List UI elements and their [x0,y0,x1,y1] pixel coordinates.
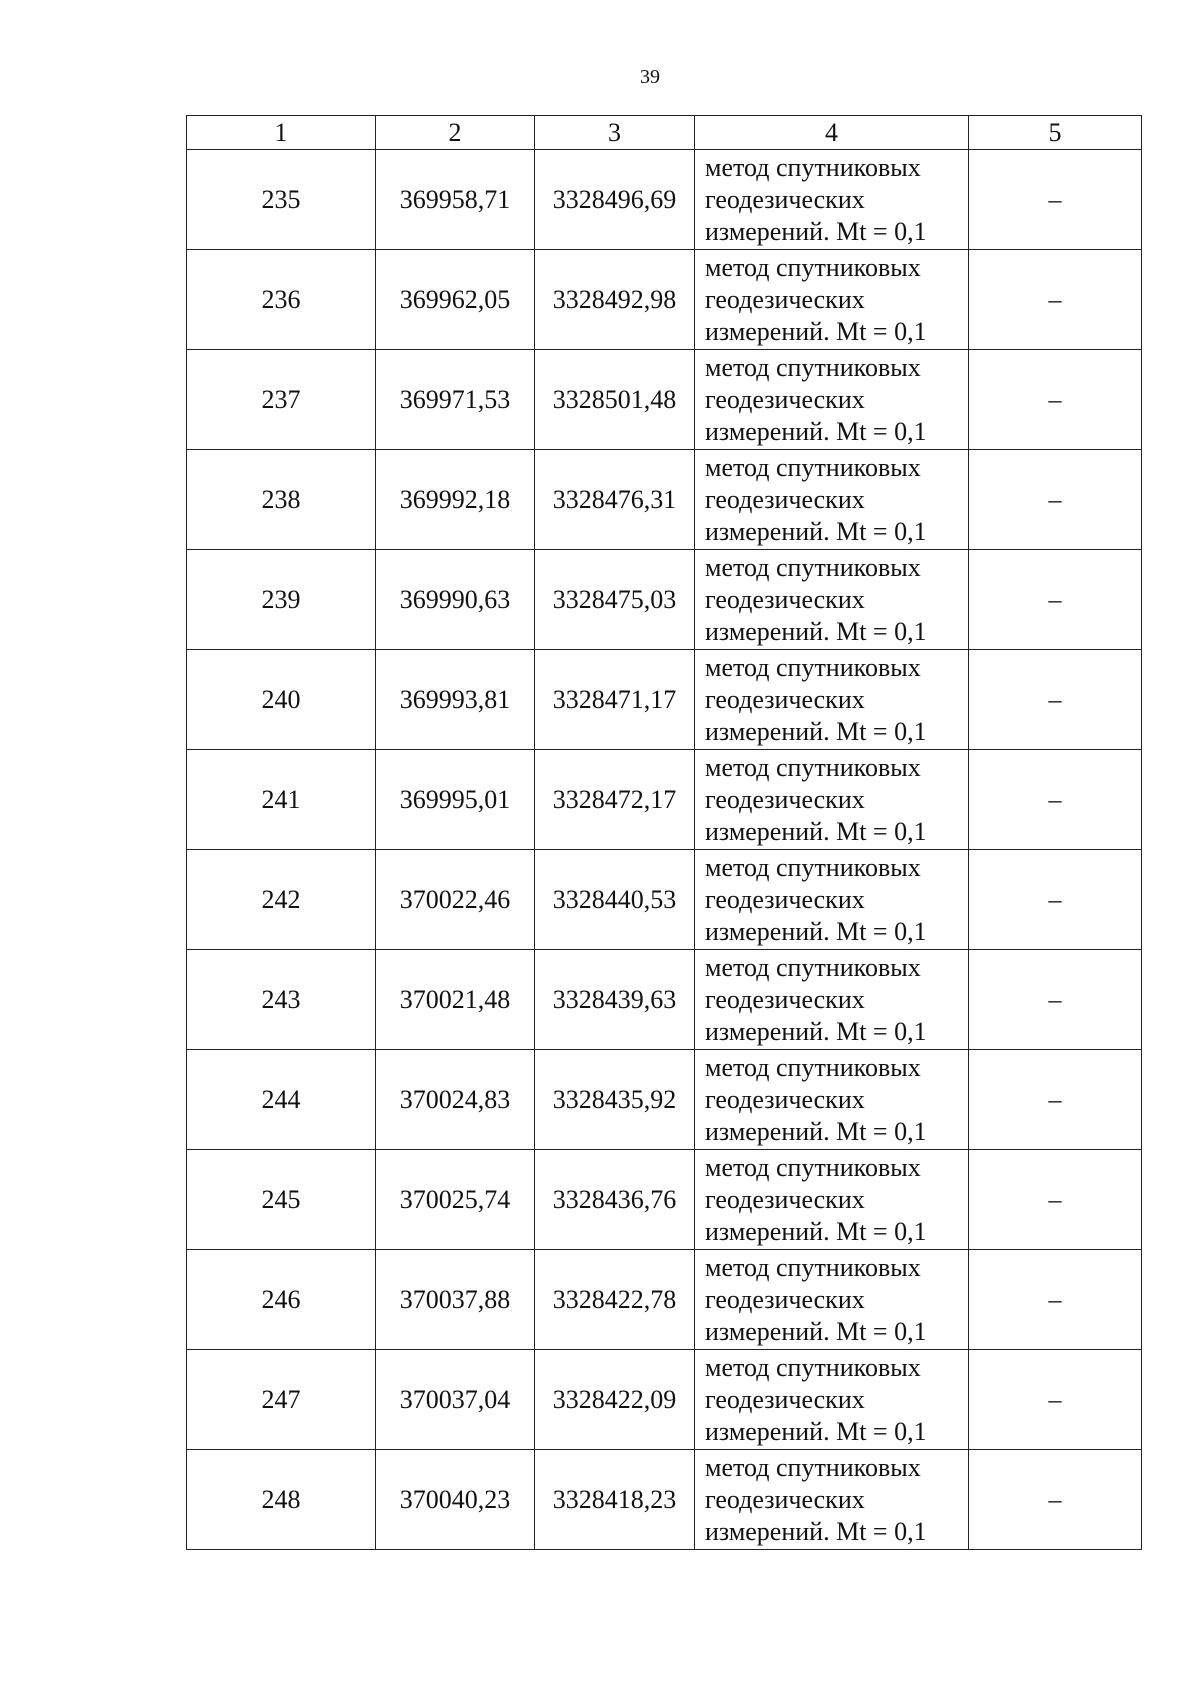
y-coordinate-cell: 3328475,03 [535,550,695,650]
table-row [187,1250,1142,1350]
y-coordinate-cell: 3328472,17 [535,750,695,850]
note-cell: – [969,450,1142,550]
method-text-line: геодезических [705,684,865,714]
method-text-line: геодезических [705,984,865,1014]
table-row [187,550,1142,650]
method-text-line: измерений. Mt = 0,1 [705,616,927,646]
y-coordinate-cell: 3328422,09 [535,1350,695,1450]
method-cell [695,150,969,250]
table-row [187,1350,1142,1450]
note-cell: – [969,950,1142,1050]
method-cell [695,1250,969,1350]
x-coordinate-cell: 370021,48 [376,950,535,1050]
note-cell: – [969,650,1142,750]
point-number-cell: 241 [187,750,376,850]
x-coordinate-cell: 369992,18 [376,450,535,550]
y-coordinate-cell: 3328501,48 [535,350,695,450]
method-cell [695,850,969,950]
method-text-line: метод спутниковых [705,852,921,882]
method-text-line: метод спутниковых [705,152,921,182]
x-coordinate-cell: 369962,05 [376,250,535,350]
method-text-line: геодезических [705,1184,865,1214]
point-number-cell: 240 [187,650,376,750]
method-cell [695,650,969,750]
point-number-cell: 236 [187,250,376,350]
table-row [187,1450,1142,1550]
page-number: 39 [640,66,660,88]
method-cell [695,350,969,450]
method-text-line: геодезических [705,1284,865,1314]
coordinates-table [186,115,1142,1550]
y-coordinate-cell: 3328418,23 [535,1450,695,1550]
note-cell: – [969,1050,1142,1150]
table-row [187,1050,1142,1150]
method-text-line: геодезических [705,484,865,514]
point-number-cell: 248 [187,1450,376,1550]
method-text-line: метод спутниковых [705,1252,921,1282]
method-cell [695,1150,969,1250]
note-cell: – [969,850,1142,950]
header-cell-2: 2 [376,116,535,150]
method-text-line: геодезических [705,884,865,914]
note-cell: – [969,1350,1142,1450]
method-text-line: измерений. Mt = 0,1 [705,816,927,846]
y-coordinate-cell: 3328422,78 [535,1250,695,1350]
method-text-line: измерений. Mt = 0,1 [705,916,927,946]
point-number-cell: 239 [187,550,376,650]
header-cell-1: 1 [187,116,376,150]
method-text-line: метод спутниковых [705,952,921,982]
point-number-cell: 247 [187,1350,376,1450]
method-text-line: метод спутниковых [705,1452,921,1482]
y-coordinate-cell: 3328476,31 [535,450,695,550]
method-text-line: геодезических [705,1484,865,1514]
table-header [187,116,1142,150]
note-cell: – [969,1150,1142,1250]
header-row [187,116,1142,150]
note-cell: – [969,750,1142,850]
note-cell: – [969,1450,1142,1550]
method-text-line: метод спутниковых [705,352,921,382]
method-text-line: геодезических [705,584,865,614]
note-cell: – [969,1250,1142,1350]
method-text-line: метод спутниковых [705,752,921,782]
table-row [187,250,1142,350]
x-coordinate-cell: 370024,83 [376,1050,535,1150]
method-cell [695,450,969,550]
method-text-line: измерений. Mt = 0,1 [705,1416,927,1446]
table-body [187,150,1142,1550]
method-text-line: метод спутниковых [705,652,921,682]
method-text-line: геодезических [705,384,865,414]
table-row [187,1150,1142,1250]
y-coordinate-cell: 3328471,17 [535,650,695,750]
table-row [187,450,1142,550]
header-cell-4: 4 [695,116,969,150]
method-cell [695,750,969,850]
method-text-line: метод спутниковых [705,1352,921,1382]
method-cell [695,550,969,650]
table-row [187,650,1142,750]
point-number-cell: 242 [187,850,376,950]
point-number-cell: 244 [187,1050,376,1150]
method-cell [695,1350,969,1450]
method-text-line: измерений. Mt = 0,1 [705,516,927,546]
y-coordinate-cell: 3328492,98 [535,250,695,350]
x-coordinate-cell: 370037,88 [376,1250,535,1350]
method-text-line: геодезических [705,784,865,814]
method-text-line: измерений. Mt = 0,1 [705,1216,927,1246]
x-coordinate-cell: 370037,04 [376,1350,535,1450]
y-coordinate-cell: 3328439,63 [535,950,695,1050]
method-cell [695,1450,969,1550]
method-text-line: измерений. Mt = 0,1 [705,1016,927,1046]
method-text-line: геодезических [705,1384,865,1414]
point-number-cell: 245 [187,1150,376,1250]
note-cell: – [969,150,1142,250]
method-text-line: измерений. Mt = 0,1 [705,416,927,446]
header-cell-5: 5 [969,116,1142,150]
x-coordinate-cell: 370022,46 [376,850,535,950]
method-cell [695,250,969,350]
x-coordinate-cell: 369958,71 [376,150,535,250]
method-text-line: метод спутниковых [705,1152,921,1182]
table-row [187,150,1142,250]
point-number-cell: 243 [187,950,376,1050]
x-coordinate-cell: 369990,63 [376,550,535,650]
x-coordinate-cell: 370040,23 [376,1450,535,1550]
header-cell-3: 3 [535,116,695,150]
note-cell: – [969,350,1142,450]
method-cell [695,950,969,1050]
table-row [187,350,1142,450]
point-number-cell: 235 [187,150,376,250]
method-text-line: метод спутниковых [705,452,921,482]
y-coordinate-cell: 3328435,92 [535,1050,695,1150]
table-row [187,850,1142,950]
method-text-line: метод спутниковых [705,1052,921,1082]
method-text-line: измерений. Mt = 0,1 [705,1316,927,1346]
method-text-line: геодезических [705,284,865,314]
method-text-line: измерений. Mt = 0,1 [705,716,927,746]
point-number-cell: 246 [187,1250,376,1350]
method-text-line: измерений. Mt = 0,1 [705,216,927,246]
point-number-cell: 238 [187,450,376,550]
y-coordinate-cell: 3328440,53 [535,850,695,950]
method-text-line: измерений. Mt = 0,1 [705,316,927,346]
method-cell [695,1050,969,1150]
x-coordinate-cell: 369971,53 [376,350,535,450]
method-text-line: геодезических [705,1084,865,1114]
method-text-line: измерений. Mt = 0,1 [705,1116,927,1146]
table-row [187,950,1142,1050]
method-text-line: метод спутниковых [705,252,921,282]
x-coordinate-cell: 369993,81 [376,650,535,750]
point-number-cell: 237 [187,350,376,450]
method-text-line: измерений. Mt = 0,1 [705,1516,927,1546]
y-coordinate-cell: 3328436,76 [535,1150,695,1250]
note-cell: – [969,250,1142,350]
x-coordinate-cell: 369995,01 [376,750,535,850]
method-text-line: метод спутниковых [705,552,921,582]
note-cell: – [969,550,1142,650]
y-coordinate-cell: 3328496,69 [535,150,695,250]
table-row [187,750,1142,850]
method-text-line: геодезических [705,184,865,214]
x-coordinate-cell: 370025,74 [376,1150,535,1250]
